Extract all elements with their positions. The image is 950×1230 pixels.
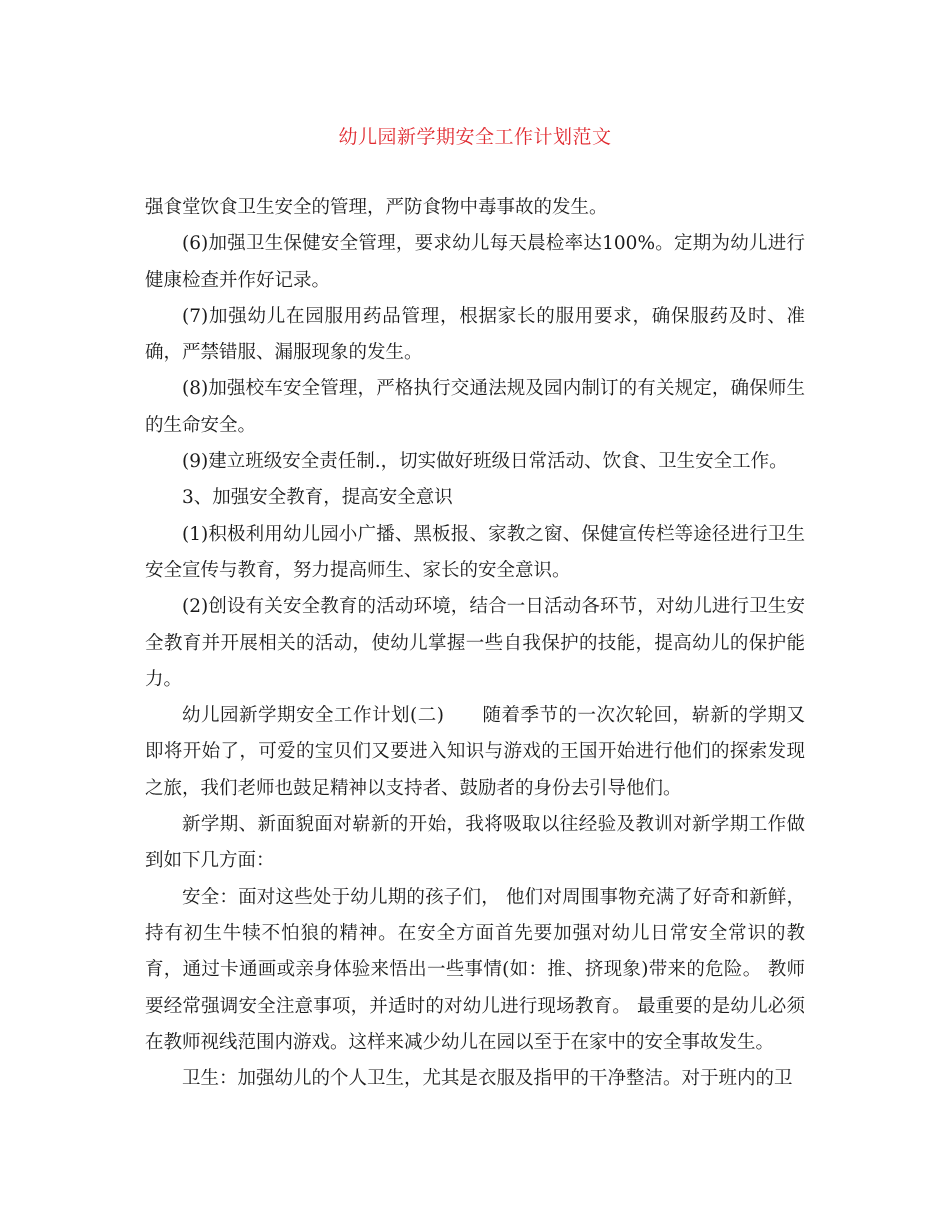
paragraph: 卫生：加强幼儿的个人卫生，尤其是衣服及指甲的干净整洁。对于班内的卫 [182,1068,793,1090]
paragraph: (9)建立班级安全责任制.，切实做好班级日常活动、饮食、卫生安全工作。 [182,451,788,473]
paragraph: (7)加强幼儿在园服用药品管理，根据家长的服用要求，确保服药及时、准确，严禁错服、漏服现象的发生。 [145,305,805,364]
paragraph: 强食堂饮食卫生安全的管理，严防食物中毒事故的发生。 [145,197,608,218]
document-title: 幼儿园新学期安全工作计划范文 [338,126,612,148]
paragraph: (6)加强卫生保健安全管理，要求幼儿每天晨检率达100%。定期为幼儿进行健康检查并作好记录。 [145,233,805,291]
paragraph: (2)创设有关安全教育的活动环境，结合一日活动各环节，对幼儿进行卫生安全教育并开展相关的活动，使幼儿掌握一些自我保护的技能，提高幼儿的保护能力。 [145,596,805,690]
document-body [145,190,805,1097]
paragraph: 安全：面对这些处于幼儿期的孩子们， 他们对周围事物充满了好奇和新鲜，持有初生牛犊不怕狼的精神。在安全方面首先要加强对幼儿日常安全常识的教育，通过卡通画或亲身体验来悟出一些事情(如：推、挤现象)带来的危险。 教师要经常强调安全注意事项，并适时的对幼儿进行现场教育。 最重要的是幼儿必须在教师视线范围内游戏。这样来减少幼儿在园以至于在家中的安全事故发生。 [145,886,805,1053]
paragraph: (1)积极利用幼儿园小广播、黑板报、家教之窗、保健宣传栏等途径进行卫生安全宣传与教育，努力提高师生、家长的安全意识。 [145,523,805,581]
paragraph: 新学期、新面貌面对崭新的开始，我将吸取以往经验及教训对新学期工作做到如下几方面： [145,814,805,872]
paragraph: (8)加强校车安全管理，严格执行交通法规及园内制订的有关规定，确保师生的生命安全。 [145,378,805,436]
section-heading: 3、加强安全教育，提高安全意识 [182,487,453,509]
paragraph: 幼儿园新学期安全工作计划(二) 随着季节的一次次轮回，崭新的学期又即将开始了，可爱的宝贝们又要进入知识与游戏的王国开始进行他们的探索发现之旅，我们老师也鼓足精神以支持者、鼓励者的身份去引导他们。 [145,705,805,799]
